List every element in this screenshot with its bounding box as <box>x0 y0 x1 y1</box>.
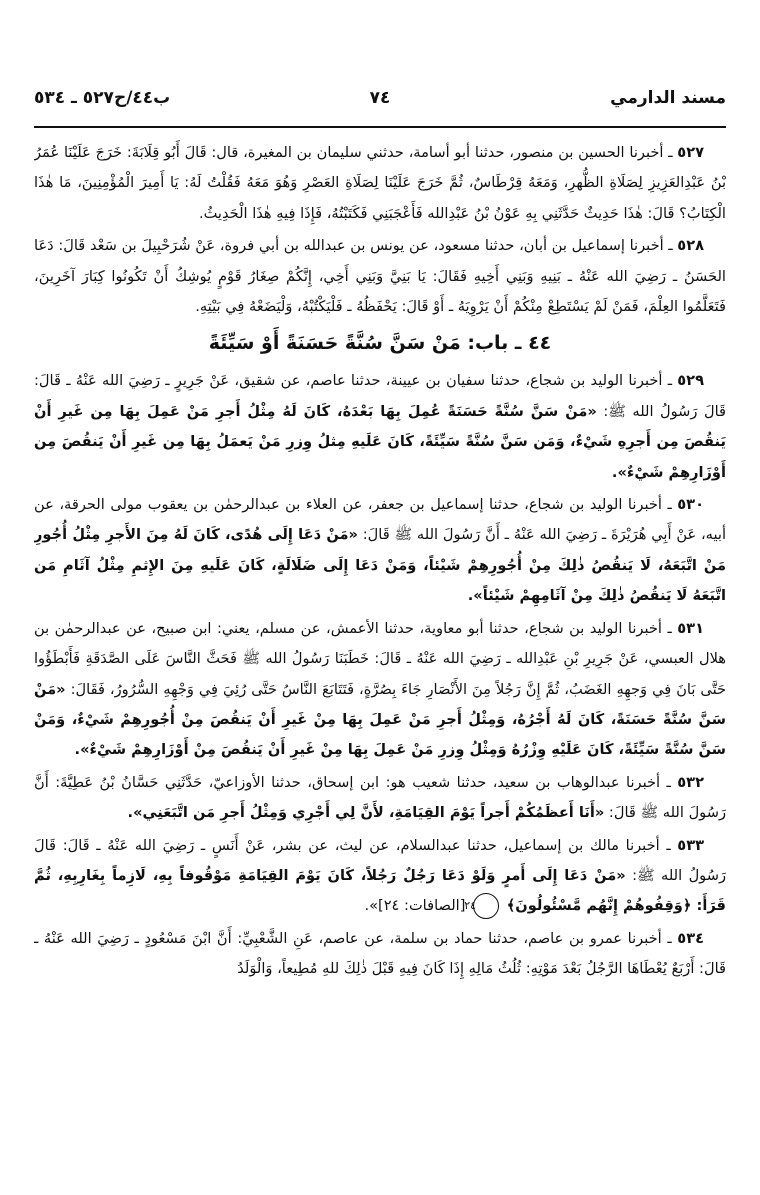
hadith-isnad: ـ أخبرنا الحسين بن منصور، حدثنا أبو أسامة، حدثني سليمان بن المغيرة، قال: قَالَ أَبُو قِلَابَةَ: <box>126 144 673 161</box>
chapter-heading <box>34 324 726 362</box>
page-number: ٧٤ <box>369 88 391 108</box>
hadith-533 <box>34 831 726 922</box>
hadith-number: ٥٣٠ <box>677 496 704 514</box>
hadith-529 <box>34 366 726 488</box>
hadith-number: ٥٣٣ <box>677 836 705 854</box>
hadith-matn: «مَنْ دَعَا إِلَى هُدًى، كَانَ لَهُ مِنَ الأَجرِ مِثْلُ أُجُورِ مَنْ اتَّبَعَهُ، لَا يَنقُصُ ذٰلِكَ مِنْ أُجُورِهِمْ شَيْئاً، وَمَنْ دَعَا إِلَى ضَلَالَةٍ، كَانَ عَلَيهِ مِنَ الإِثمِ مِثْلُ آثَامِ مَن اتَّبَعَهُ لَا يَنقُصُ ذٰلِكَ مِنْ آثَامِهِمْ شَيْئاً». <box>34 526 726 605</box>
hadith-isnad: ـ أخبرنا عبدالوهاب بن سعيد، حدثنا شعيب هو: ابن إسحاق، حدثنا الأوزاعيّ، حَدَّثَنِي حَسَّانُ بْنُ عَطِيَّةَ: أَنَّ رَسُولَ الله ﷺ قَالَ: <box>34 773 726 822</box>
book-title: مسند الدارمي <box>610 88 726 108</box>
quran-reference: [الصافات: ٢٤]». <box>364 897 466 915</box>
running-head <box>34 88 726 124</box>
hadith-isnad: ـ أخبرنا الوليد بن شجاع، حدثنا سفيان بن عيينة، حدثنا عاصم، عن شقيق، عَنْ جَرِيرٍ ـ رَضِيَ الله عَنْهُ ـ قَالَ: قَالَ رَسُولُ الله ﷺ: <box>34 372 726 420</box>
hadith-number: ٥٣٢ <box>677 773 704 791</box>
hadith-number: ٥٢٨ <box>677 237 705 255</box>
hadith-number: ٥٣٤ <box>677 929 705 947</box>
hadith-534 <box>34 924 726 985</box>
hadith-matn: دَعَا الحَسَنُ ـ رَضِيَ الله عَنْهُ ـ بَنِيهِ وَبَنِي أَخِيهِ فَقَالَ: يَا بَنِيَّ وَبَنِي أَخِي، إِنَّكُمْ صِغَارُ قَوْمٍ يُوشِكُ أَنْ تَكُونُوا كِبَارَ آخَرِينَ، فَتَعَلَّمُوا العِلْمَ، فَمَنْ لَمْ يَسْتَطِعْ مِنْكُمْ أَنْ يَرْوِيَهُ ـ أَوْ قَالَ: يَحْفَظُهُ ـ فَلْيَكْتُبْهُ، وَلْيَضَعْهُ فِي بَيْتِهِ. <box>34 237 726 316</box>
header-rule <box>34 126 726 128</box>
hadith-isnad: ـ أخبرنا عمرو بن عاصم، حدثنا حماد بن سلمة، عن عاصم، عَنِ الشَّعْبِيِّ: أَنَّ ابْنَ مَسْعُودٍ ـ رَضِيَ الله عَنْهُ ـ قَالَ: <box>34 929 726 978</box>
hadith-narrative: خَطَبَنَا رَسُولُ الله ﷺ فَحَثَّ النَّاسَ عَلَى الصَّدَقَةِ فَأَبْطَؤُوا حَتَّى بَانَ فِي وَجهِهِ الغَضَبُ، ثُمَّ إِنَّ رَجُلاً مِنَ الأَنْصَارِ جَاءَ بِصُرَّةٍ، فَتَتَابَعَ النَّاسُ حَتَّى رُئِيَ فِي وَجْهِهِ السُّرُورُ، فَقَالَ: <box>34 650 726 698</box>
page-body <box>34 138 726 1188</box>
hadith-isnad: ـ أخبرنا الوليد بن شجاع، حدثنا إسماعيل بن جعفر، عن العلاء بن عبدالرحمٰن بن يعقوب مولى الحرقة، عن أبيه، عَنْ أَبِي هُرَيْرَةَ ـ رَضِيَ الله عَنْهُ ـ أَنَّ رَسُولَ الله ﷺ قَالَ: <box>34 496 726 544</box>
hadith-matn: خَرَجَ عَلَيْنَا عُمَرُ بْنُ عَبْدِالعَزِيزِ لِصَلَاةِ الظُّهرِ، وَمَعَهُ قِرْطَاسٌ، ثُمَّ خَرَجَ عَلَيْنَا لِصَلَاةِ العَصْرِ وَهُوَ مَعَهُ فَقُلْتُ لَهُ: يَا أَمِيرَ الْمُؤْمِنِينَ، مَا هٰذَا الْكِتَابُ؟ قَالَ: هٰذَا حَدِيثٌ حَدَّثَنِي بِهِ عَوْنُ بْنُ عَبْدِالله فَأَعْجَبَنِي فَكَتَبْتُهُ، فَإِذَا فِيهِ هٰذَا الْحَدِيثُ. <box>34 144 726 222</box>
hadith-narrative: أَرْبَعٌ يُعْطَاهَا الرَّجُلُ بَعْدَ مَوْتِهِ: ثُلُثُ مَالِهِ إِذَا كَانَ فِيهِ قَبْلَ ذٰلِكَ للهِ مُطِيعاً، وَالْوَلَدُ <box>237 960 695 978</box>
hadith-matn: «مَنْ سَنَّ سُنَّةً حَسَنَةً، كَانَ لَهُ أَجْرُهُ، وَمِثْلُ أَجرِ مَنْ عَمِلَ بِهَا مِنْ غَيرِ أَنْ يَنقُصَ مِنْ أُجُورِهِمْ شَيْءٌ، وَمَنْ سَنَّ سُنَّةً سَيِّئَةً، كَانَ عَلَيْهِ وِزْرُهُ وَمِثْلُ وِزرِ مَنْ عَمِلَ بِهَا مِنْ غَيرِ أَنْ يَنقُصَ مِنْ أَوْزَارِهِمْ شَيْءٌ». <box>34 680 726 759</box>
hadith-matn: «مَنْ سَنَّ سُنَّةً حَسَنَةً عُمِلَ بِهَا بَعْدَهُ، كَانَ لَهُ مِثْلُ أَجرِ مَنْ عَمِلَ بِهَا مِن غَيرِ أَنْ يَنقُصَ مِن أَجرِهِ شَيْءٌ، وَمَن سَنَّ سُنَّةً سَيِّئَةً، كَانَ عَلَيهِ مِثلُ وِزرِ مَنْ يَعمَلُ بِهَا مِن غَيرِ أَنْ يَنقُصَ مِن أَوْزَارِهِمْ شَيْءٌ». <box>34 402 726 481</box>
hadith-matn: «أَنَا أَعظَمُكُمْ أَجراً يَوْمَ القِيَامَةِ، لأَنَّ لِي أَجْرِي وَمِثْلُ أَجرِ مَن اتَّبَعَنِي». <box>127 804 605 822</box>
chapter-title: ـ باب: مَنْ سَنَّ سُنَّةً حَسَنَةً أَوْ سَيِّئَةً <box>208 332 522 355</box>
hadith-530 <box>34 490 726 612</box>
hadith-528 <box>34 231 726 322</box>
hadith-isnad: ـ أخبرنا مالك بن إسماعيل، حدثنا عبدالسلام، عن ليث، عن بشر، عَنْ أَنَسٍ ـ رَضِيَ الله عَنْهُ ـ قَالَ: قَالَ رَسُولُ الله ﷺ: <box>34 836 726 884</box>
hadith-number: ٥٢٩ <box>677 372 704 390</box>
hadith-matn: «مَنْ دَعَا إِلَى أَمرٍ وَلَوْ دَعَا رَجُلٌ رَجُلاً، كَانَ يَوْمَ القِيَامَةِ مَوْقُوفاً بِهِ، لَازِماً بِغَارِبِهِ، ثُمَّ قَرَأَ: ﴿وَقِفُوهُمْ إِنَّهُم مَّسْئُولُونَ﴾ <box>34 866 726 915</box>
hadith-range: ب٤٤/ح٥٢٧ ـ ٥٣٤ <box>34 88 171 108</box>
hadith-527 <box>34 138 726 229</box>
hadith-531 <box>34 614 726 766</box>
chapter-number: ٤٤ <box>528 332 552 355</box>
hadith-isnad: ـ أخبرنا إسماعيل بن أبان، حدثنا مسعود، عن يونس بن عبدالله بن أبي فروة، عَنْ شُرَحْبِيلَ بن سَعْد قَالَ: <box>58 237 673 255</box>
hadith-number: ٥٣١ <box>677 619 704 637</box>
hadith-number: ٥٢٧ <box>677 144 705 161</box>
hadith-isnad: ـ أخبرنا الوليد بن شجاع، حدثنا أبو معاوية، حدثنا الأعمش، عن مسلم، يعني: ابن صبيح، عن عبدالرحمٰن بن هلال العبسي، عَنْ جَرِيرِ بْنِ عَبْدِالله ـ رَضِيَ الله عَنْهُ ـ قَالَ: <box>34 619 726 668</box>
hadith-532 <box>34 768 726 829</box>
ayah-number-marker: ٢٤ <box>473 893 499 919</box>
